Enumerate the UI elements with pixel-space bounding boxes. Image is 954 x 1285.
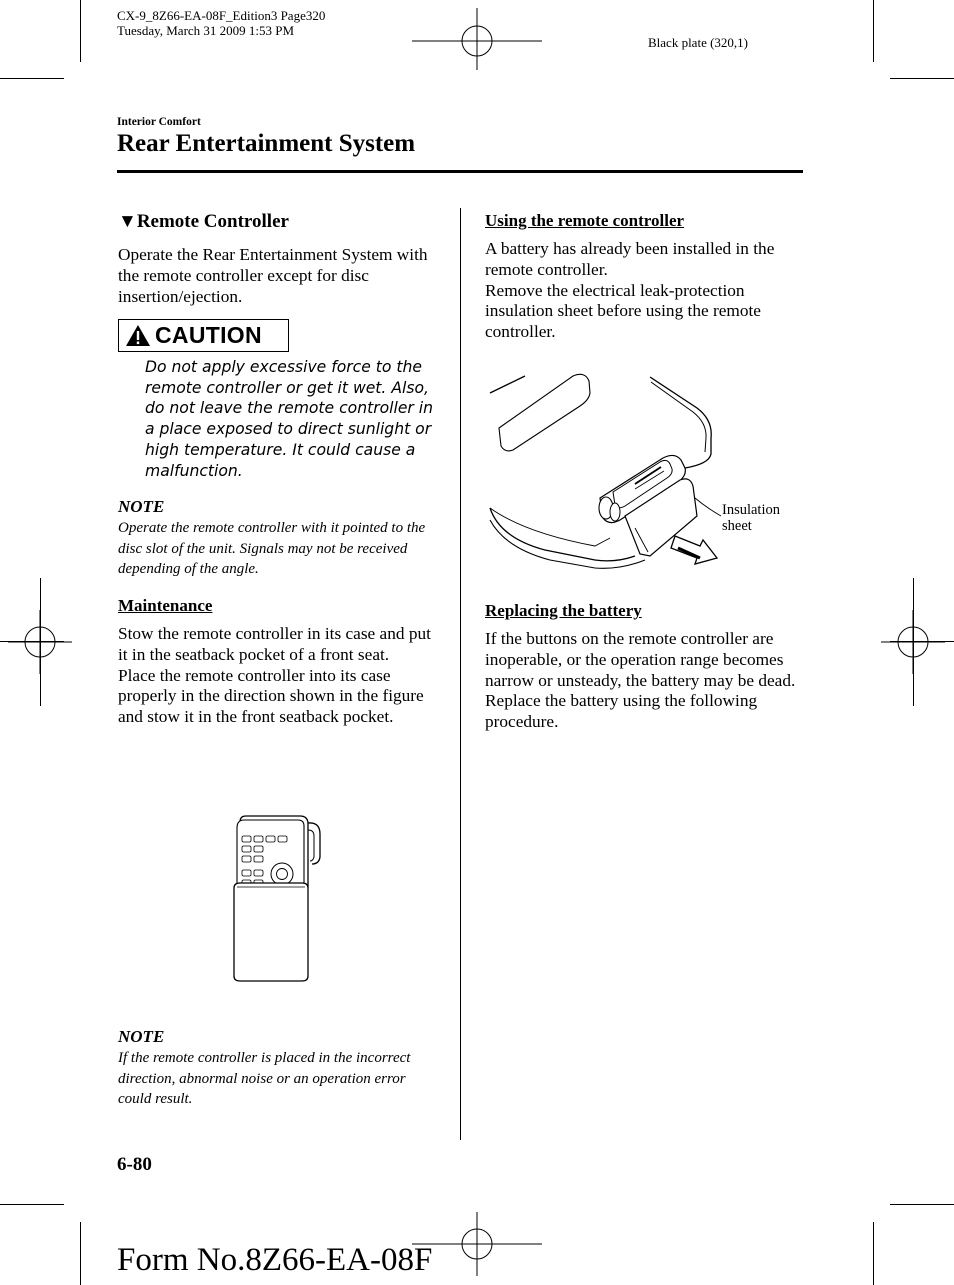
note2-label: NOTE: [118, 1027, 165, 1046]
insulation-sheet-illustration: [485, 368, 800, 573]
note2-text: If the remote controller is placed in the incorrect direction, abnormal noise or an operation error could result.: [118, 1050, 411, 1108]
caution-box: [118, 319, 289, 352]
section-label: Interior Comfort: [117, 116, 201, 128]
caution-label: CAUTION: [155, 322, 262, 348]
form-number: Form No.8Z66-EA-08F: [117, 1242, 433, 1278]
print-header-line2: Tuesday, March 31 2009 1:53 PM: [117, 23, 295, 38]
maintenance-text: [118, 624, 438, 728]
insulation-sheet-label: [722, 503, 780, 534]
caution-text: Do not apply excessive force to the remote controller or get it wet. Also, do not leave the remote controller in a place exposed to direct sunlight or high temperature. It could cause a malfunction.: [145, 358, 434, 480]
maintenance-paragraph-1: Stow the remote controller in its case and put it in the seatback pocket of a front seat.: [118, 624, 431, 664]
using-remote-text: [485, 239, 805, 343]
registration-target-icon: [881, 610, 945, 674]
intro-paragraph: Operate the Rear Entertainment System with the remote controller except for disc insertion/ejection.: [118, 245, 428, 306]
replacing-battery-text: [485, 629, 805, 733]
print-header: [117, 8, 325, 38]
page-title: Rear Entertainment System: [117, 130, 416, 157]
registration-target-icon: [412, 8, 542, 70]
note1-text: Operate the remote controller with it pointed to the disc slot of the unit. Signals may not be received depending of the angle.: [118, 520, 426, 578]
plate-label: Black plate (320,1): [648, 35, 748, 50]
remote-in-case-illustration: [228, 812, 328, 987]
using-remote-paragraph-2: Remove the electrical leak-protection insulation sheet before using the remote controller.: [485, 280, 761, 342]
replacing-paragraph-2: Replace the battery using the following procedure.: [485, 691, 758, 732]
using-remote-paragraph-1: A battery has already been installed in the remote controller.: [485, 239, 775, 279]
replacing-paragraph-1: If the buttons on the remote controller are inoperable, or the operation range becomes narrow or unsteady, the battery may be dead.: [485, 629, 796, 690]
remote-controller-heading-text: Remote Controller: [136, 211, 289, 232]
replacing-battery-heading: Replacing the battery: [485, 601, 642, 620]
note1-label: NOTE: [118, 497, 165, 516]
registration-target-icon: [8, 610, 72, 674]
print-header-line1: CX-9_8Z66-EA-08F_Edition3 Page320: [117, 8, 326, 23]
insulation-label-line1: Insulation: [722, 502, 780, 518]
maintenance-paragraph-2: Place the remote controller into its case properly in the direction shown in the figure and stow it in the front seatback pocket.: [118, 665, 424, 727]
column-divider: [460, 208, 461, 1140]
page-number: 6-80: [117, 1154, 152, 1175]
maintenance-heading: Maintenance: [118, 596, 213, 615]
warning-triangle-icon: [125, 324, 151, 347]
insulation-label-line2: sheet: [722, 517, 752, 534]
triangle-marker-icon: ▼: [118, 211, 137, 232]
using-remote-heading: Using the remote controller: [485, 211, 685, 230]
title-rule: [117, 170, 803, 173]
remote-controller-heading: [118, 211, 289, 233]
